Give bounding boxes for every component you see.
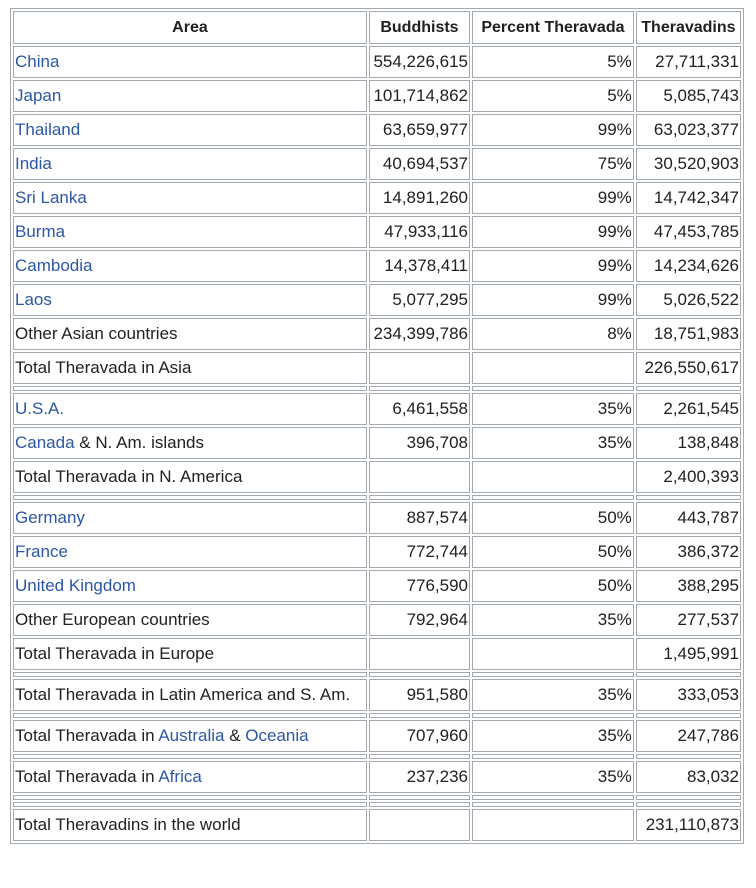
area-text: Other Asian countries bbox=[15, 324, 178, 343]
separator-row bbox=[13, 386, 741, 391]
separator-row bbox=[13, 802, 741, 807]
table-row bbox=[13, 46, 741, 78]
area-link[interactable]: Germany bbox=[15, 508, 85, 527]
percent-cell: 50% bbox=[472, 502, 634, 534]
area-text: Total Theravada in Asia bbox=[15, 358, 192, 377]
theravadins-cell: 2,400,393 bbox=[636, 461, 741, 493]
buddhists-cell: 63,659,977 bbox=[369, 114, 470, 146]
separator-row bbox=[13, 795, 741, 800]
area-text: & bbox=[224, 726, 246, 745]
area-text: Total Theravada in N. America bbox=[15, 467, 243, 486]
area-text: Total Theravada in Europe bbox=[15, 644, 215, 663]
area-text: Total Theravada in bbox=[15, 767, 159, 786]
theravadins-cell: 247,786 bbox=[636, 720, 741, 752]
theravadins-cell: 333,053 bbox=[636, 679, 741, 711]
separator-row bbox=[13, 672, 741, 677]
area-link[interactable]: Sri Lanka bbox=[15, 188, 87, 207]
area-cell bbox=[13, 284, 367, 316]
area-cell bbox=[13, 318, 367, 350]
percent-cell: 35% bbox=[472, 427, 634, 459]
percent-cell: 35% bbox=[472, 761, 634, 793]
theravadins-cell: 2,261,545 bbox=[636, 393, 741, 425]
theravadins-cell: 138,848 bbox=[636, 427, 741, 459]
buddhists-cell: 951,580 bbox=[369, 679, 470, 711]
table-row bbox=[13, 393, 741, 425]
area-cell bbox=[13, 761, 367, 793]
separator-cell bbox=[636, 386, 741, 391]
area-cell bbox=[13, 182, 367, 214]
percent-cell: 99% bbox=[472, 250, 634, 282]
percent-cell: 99% bbox=[472, 114, 634, 146]
table-row bbox=[13, 809, 741, 841]
area-cell bbox=[13, 809, 367, 841]
buddhists-cell: 234,399,786 bbox=[369, 318, 470, 350]
theravadins-cell: 231,110,873 bbox=[636, 809, 741, 841]
header-theravadins: Theravadins bbox=[636, 11, 741, 44]
percent-cell: 35% bbox=[472, 604, 634, 636]
separator-cell bbox=[636, 754, 741, 759]
area-cell bbox=[13, 502, 367, 534]
separator-row bbox=[13, 754, 741, 759]
area-link[interactable]: China bbox=[15, 52, 60, 71]
buddhists-cell: 40,694,537 bbox=[369, 148, 470, 180]
area-cell bbox=[13, 393, 367, 425]
area-cell bbox=[13, 250, 367, 282]
header-area: Area bbox=[13, 11, 367, 44]
theravadins-cell: 27,711,331 bbox=[636, 46, 741, 78]
area-cell bbox=[13, 427, 367, 459]
percent-cell: 99% bbox=[472, 182, 634, 214]
separator-cell bbox=[369, 802, 470, 807]
table-row bbox=[13, 80, 741, 112]
table-row bbox=[13, 461, 741, 493]
separator-cell bbox=[13, 495, 367, 500]
separator-cell bbox=[13, 802, 367, 807]
area-link[interactable]: India bbox=[15, 154, 52, 173]
area-text: & N. Am. islands bbox=[74, 433, 204, 452]
percent-cell: 75% bbox=[472, 148, 634, 180]
separator-cell bbox=[13, 672, 367, 677]
separator-row bbox=[13, 495, 741, 500]
separator-cell bbox=[472, 713, 634, 718]
area-cell bbox=[13, 720, 367, 752]
area-text: Total Theravada in Latin America and S. Am. bbox=[15, 685, 351, 704]
area-cell bbox=[13, 570, 367, 602]
area-text: Total Theravada in bbox=[15, 726, 159, 745]
area-cell bbox=[13, 604, 367, 636]
separator-cell bbox=[369, 495, 470, 500]
separator-cell bbox=[636, 672, 741, 677]
buddhists-cell: 554,226,615 bbox=[369, 46, 470, 78]
table-row bbox=[13, 679, 741, 711]
buddhists-cell: 14,891,260 bbox=[369, 182, 470, 214]
table-row bbox=[13, 536, 741, 568]
percent-cell: 8% bbox=[472, 318, 634, 350]
percent-cell: 99% bbox=[472, 216, 634, 248]
separator-cell bbox=[636, 802, 741, 807]
percent-cell: 99% bbox=[472, 284, 634, 316]
table-row bbox=[13, 604, 741, 636]
table-row bbox=[13, 182, 741, 214]
table-row bbox=[13, 250, 741, 282]
buddhists-cell: 101,714,862 bbox=[369, 80, 470, 112]
separator-cell bbox=[472, 495, 634, 500]
area-link[interactable]: Australia bbox=[158, 726, 225, 745]
separator-cell bbox=[13, 386, 367, 391]
table-row bbox=[13, 502, 741, 534]
table-row bbox=[13, 720, 741, 752]
buddhists-cell bbox=[369, 461, 470, 493]
percent-cell: 5% bbox=[472, 46, 634, 78]
area-cell bbox=[13, 216, 367, 248]
area-cell bbox=[13, 46, 367, 78]
table-header-row bbox=[13, 11, 741, 44]
separator-cell bbox=[472, 754, 634, 759]
theravadins-cell: 226,550,617 bbox=[636, 352, 741, 384]
area-cell bbox=[13, 114, 367, 146]
separator-cell bbox=[636, 495, 741, 500]
header-buddhists: Buddhists bbox=[369, 11, 470, 44]
theravadins-cell: 277,537 bbox=[636, 604, 741, 636]
area-link[interactable]: United Kingdom bbox=[15, 576, 136, 595]
theravadins-cell: 5,026,522 bbox=[636, 284, 741, 316]
percent-cell bbox=[472, 638, 634, 670]
theravadins-cell: 47,453,785 bbox=[636, 216, 741, 248]
separator-cell bbox=[369, 795, 470, 800]
table-row bbox=[13, 284, 741, 316]
buddhists-cell: 14,378,411 bbox=[369, 250, 470, 282]
area-text: Other European countries bbox=[15, 610, 210, 629]
theravadins-cell: 18,751,983 bbox=[636, 318, 741, 350]
buddhists-cell: 887,574 bbox=[369, 502, 470, 534]
separator-cell bbox=[13, 713, 367, 718]
separator-cell bbox=[369, 754, 470, 759]
area-cell bbox=[13, 80, 367, 112]
theravadins-cell: 386,372 bbox=[636, 536, 741, 568]
separator-cell bbox=[369, 713, 470, 718]
buddhists-cell: 237,236 bbox=[369, 761, 470, 793]
theravadins-cell: 14,742,347 bbox=[636, 182, 741, 214]
area-cell bbox=[13, 536, 367, 568]
table-row bbox=[13, 352, 741, 384]
separator-cell bbox=[472, 802, 634, 807]
area-cell bbox=[13, 352, 367, 384]
theravadins-cell: 14,234,626 bbox=[636, 250, 741, 282]
percent-cell: 50% bbox=[472, 536, 634, 568]
area-link[interactable]: Laos bbox=[15, 290, 52, 309]
theravadins-cell: 30,520,903 bbox=[636, 148, 741, 180]
area-link[interactable]: Canada bbox=[15, 433, 75, 452]
separator-cell bbox=[636, 713, 741, 718]
area-link[interactable]: Burma bbox=[15, 222, 66, 241]
area-cell bbox=[13, 461, 367, 493]
percent-cell: 35% bbox=[472, 679, 634, 711]
buddhists-cell bbox=[369, 638, 470, 670]
separator-cell bbox=[369, 386, 470, 391]
separator-cell bbox=[13, 795, 367, 800]
area-link[interactable]: France bbox=[15, 542, 68, 561]
buddhists-cell: 5,077,295 bbox=[369, 284, 470, 316]
separator-cell bbox=[472, 386, 634, 391]
area-cell bbox=[13, 638, 367, 670]
area-cell bbox=[13, 679, 367, 711]
theravadins-cell: 388,295 bbox=[636, 570, 741, 602]
separator-cell bbox=[472, 795, 634, 800]
theravadins-cell: 83,032 bbox=[636, 761, 741, 793]
table-row bbox=[13, 427, 741, 459]
area-link[interactable]: Japan bbox=[15, 86, 62, 105]
area-link[interactable]: Africa bbox=[158, 767, 202, 786]
percent-cell bbox=[472, 809, 634, 841]
theravadins-cell: 443,787 bbox=[636, 502, 741, 534]
percent-cell: 35% bbox=[472, 393, 634, 425]
buddhists-cell: 776,590 bbox=[369, 570, 470, 602]
table-row bbox=[13, 318, 741, 350]
area-cell bbox=[13, 148, 367, 180]
area-link[interactable]: Cambodia bbox=[15, 256, 93, 275]
percent-cell bbox=[472, 461, 634, 493]
table-row bbox=[13, 114, 741, 146]
percent-cell: 35% bbox=[472, 720, 634, 752]
separator-cell bbox=[13, 754, 367, 759]
table-row bbox=[13, 570, 741, 602]
separator-cell bbox=[369, 672, 470, 677]
buddhists-cell: 47,933,116 bbox=[369, 216, 470, 248]
table-body bbox=[13, 46, 741, 841]
buddhists-cell: 6,461,558 bbox=[369, 393, 470, 425]
theravadins-cell: 1,495,991 bbox=[636, 638, 741, 670]
table-row bbox=[13, 216, 741, 248]
buddhists-cell: 792,964 bbox=[369, 604, 470, 636]
table-row bbox=[13, 148, 741, 180]
percent-cell bbox=[472, 352, 634, 384]
area-link[interactable]: Oceania bbox=[245, 726, 309, 745]
table-row bbox=[13, 638, 741, 670]
theravadins-cell: 5,085,743 bbox=[636, 80, 741, 112]
buddhists-cell: 396,708 bbox=[369, 427, 470, 459]
area-link[interactable]: U.S.A. bbox=[15, 399, 65, 418]
buddhists-cell: 772,744 bbox=[369, 536, 470, 568]
separator-cell bbox=[472, 672, 634, 677]
buddhists-cell: 707,960 bbox=[369, 720, 470, 752]
area-text: Total Theravadins in the world bbox=[15, 815, 241, 834]
buddhists-cell bbox=[369, 352, 470, 384]
theravada-table bbox=[10, 8, 744, 844]
percent-cell: 5% bbox=[472, 80, 634, 112]
area-link[interactable]: Thailand bbox=[15, 120, 81, 139]
table-row bbox=[13, 761, 741, 793]
separator-cell bbox=[636, 795, 741, 800]
separator-row bbox=[13, 713, 741, 718]
theravadins-cell: 63,023,377 bbox=[636, 114, 741, 146]
buddhists-cell bbox=[369, 809, 470, 841]
percent-cell: 50% bbox=[472, 570, 634, 602]
header-percent-theravada: Percent Theravada bbox=[472, 11, 634, 44]
